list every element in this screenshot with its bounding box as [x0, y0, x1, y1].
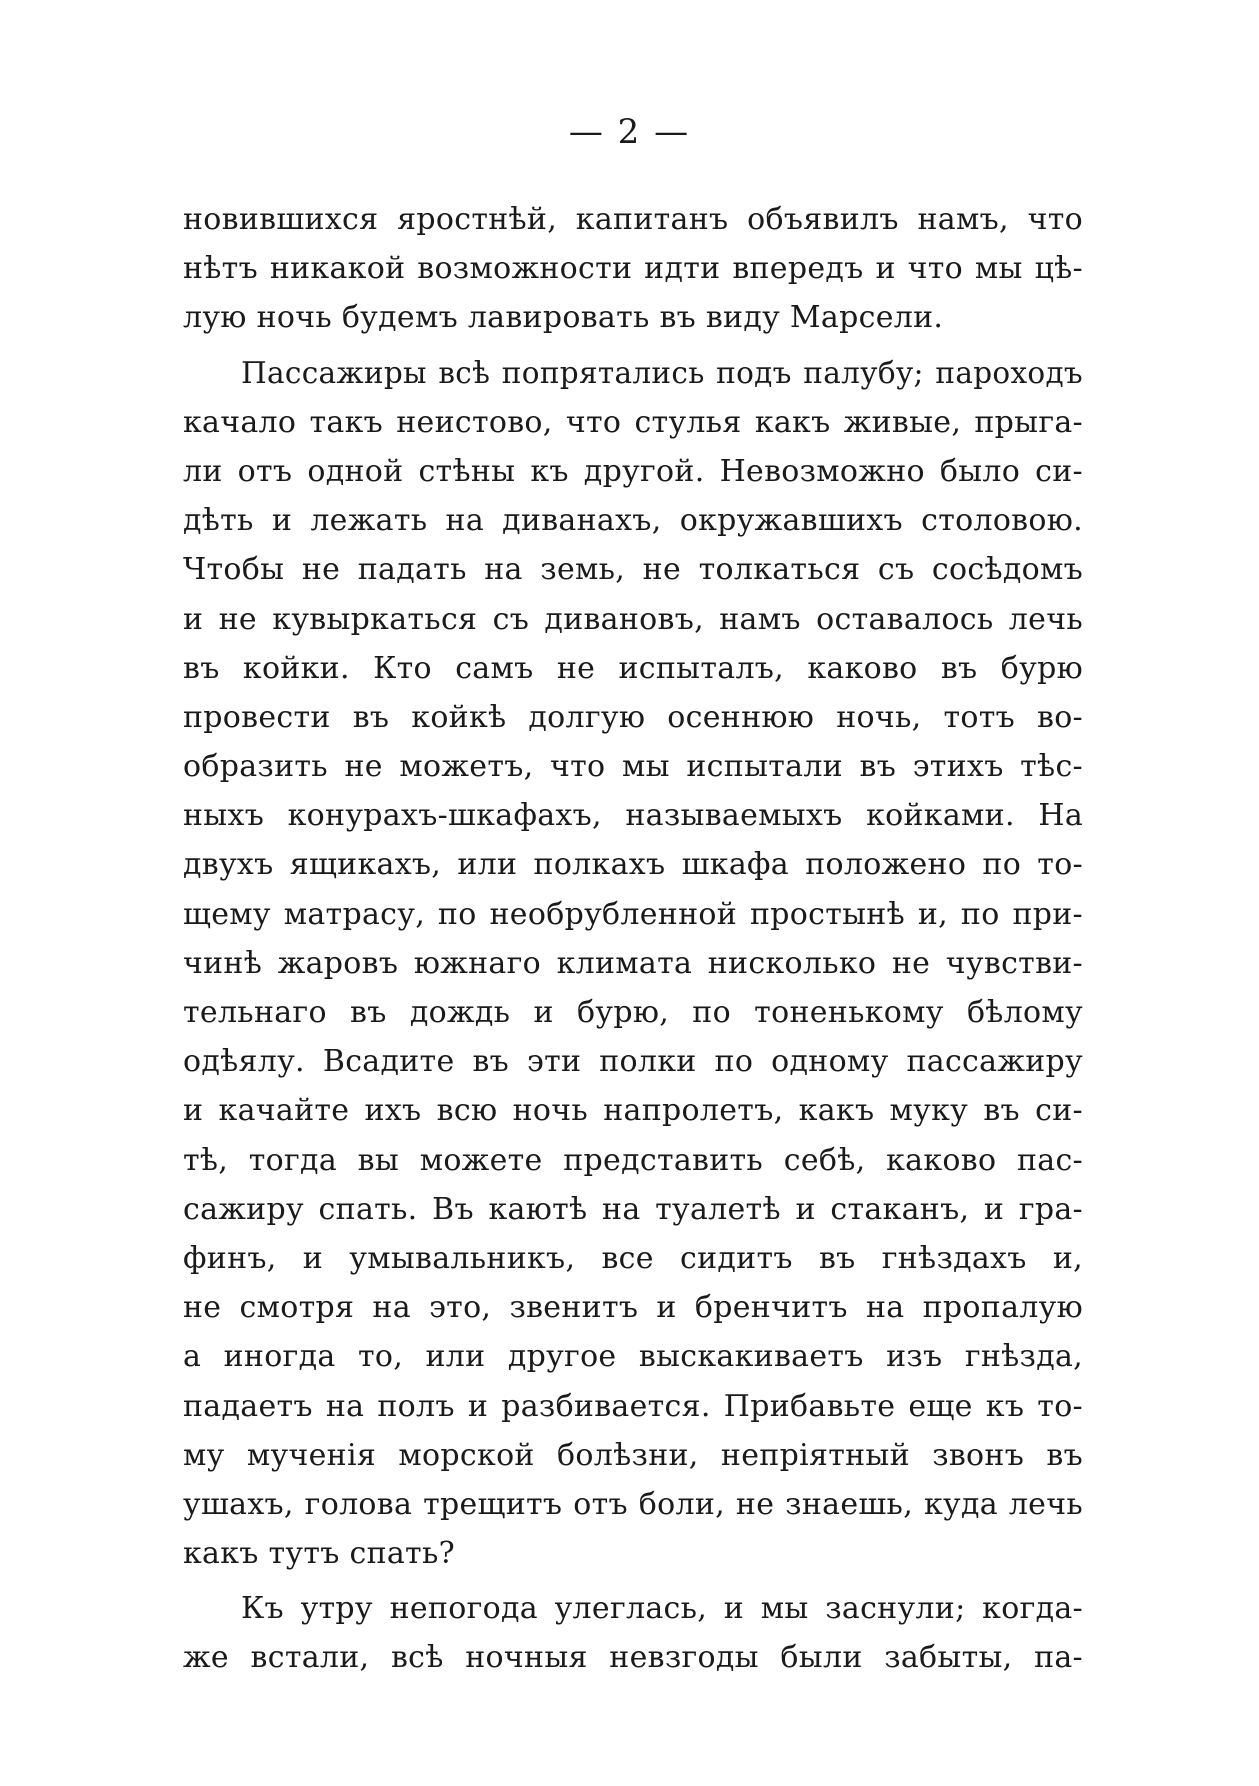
- text-line: финъ, и умывальникъ, все сидитъ въ гнѣздахъ и,: [183, 1240, 1083, 1276]
- text-line: нѣтъ никакой возможности идти впередъ и что мы цѣ-: [183, 251, 1083, 287]
- text-line: чинѣ жаровъ южнаго климата нисколько не чувстви-: [183, 945, 1083, 981]
- text-line: Къ утру непогода улеглась, и мы заснули; когда-: [241, 1591, 1083, 1627]
- text-line: ныхъ конурахъ-шкафахъ, называемыхъ койками. На: [183, 798, 1083, 834]
- text-line: Пассажиры всѣ попрятались подъ палубу; пароходъ: [241, 355, 1083, 390]
- text-line: тельнаго въ дождь и бурю, по тоненькому бѣлому: [183, 995, 1083, 1030]
- text-line: не смотря на это, звенитъ и бренчитъ на пропалую: [183, 1290, 1083, 1326]
- paragraph-2: [183, 349, 1083, 1579]
- text-line: дѣть и лежать на диванахъ, окружавшихъ столовою.: [183, 503, 1083, 539]
- text-line: тѣ, тогда вы можете представить себѣ, каково пас-: [183, 1142, 1083, 1178]
- text-line: одѣялу. Всадите въ эти полки по одному пассажиру: [183, 1044, 1083, 1080]
- text-line: же встали, всѣ ночныя невзгоды были забыты, па-: [183, 1640, 1083, 1676]
- text-line: ли отъ одной стѣны къ другой. Невозможно было си-: [183, 453, 1083, 489]
- text-line: двухъ ящикахъ, или полкахъ шкафа положено по то-: [183, 847, 1083, 883]
- text-line: щему матрасу, по необрубленной простынѣ и, по при-: [183, 896, 1083, 932]
- text-line: а иногда то, или другое выскакиваетъ изъ гнѣзда,: [183, 1339, 1083, 1375]
- text-line: лую ночь будемъ лавировать въ виду Марсели.: [183, 300, 944, 336]
- text-line: и не кувыркаться съ дивановъ, намъ оставалось лечь: [183, 601, 1083, 637]
- text-line: образить не можетъ, что мы испытали въ этихъ тѣс-: [183, 749, 1083, 785]
- text-line: му мученія морской болѣзни, непріятный звонъ въ: [183, 1437, 1083, 1473]
- text-line: ушахъ, голова трещитъ отъ боли, не знаешь, куда лечь: [183, 1486, 1083, 1522]
- text-line: какъ тутъ спать?: [183, 1536, 455, 1572]
- paragraph-1: [183, 195, 1083, 343]
- body-text: [183, 195, 1083, 1683]
- text-line: Чтобы не падать на земь, не толкаться съ сосѣдомъ: [183, 552, 1083, 588]
- page-number: — 2 —: [568, 112, 691, 152]
- text-line: падаетъ на полъ и разбивается. Прибавьте еще къ то-: [183, 1388, 1083, 1424]
- text-line: сажиру спать. Въ каютѣ на туалетѣ и стаканъ, и гра-: [183, 1191, 1083, 1227]
- text-line: качало такъ неистово, что стулья какъ живые, прыга-: [183, 404, 1083, 440]
- text-line: въ койки. Кто самъ не испыталъ, каково въ бурю: [183, 650, 1083, 686]
- text-line: новившихся яростнѣй, капитанъ объявилъ намъ, что: [183, 202, 1083, 237]
- text-line: провести въ койкѣ долгую осеннюю ночь, тотъ во-: [183, 699, 1083, 735]
- text-line: и качайте ихъ всю ночь напролетъ, какъ муку въ си-: [183, 1093, 1083, 1129]
- paragraph-3: [183, 1584, 1083, 1682]
